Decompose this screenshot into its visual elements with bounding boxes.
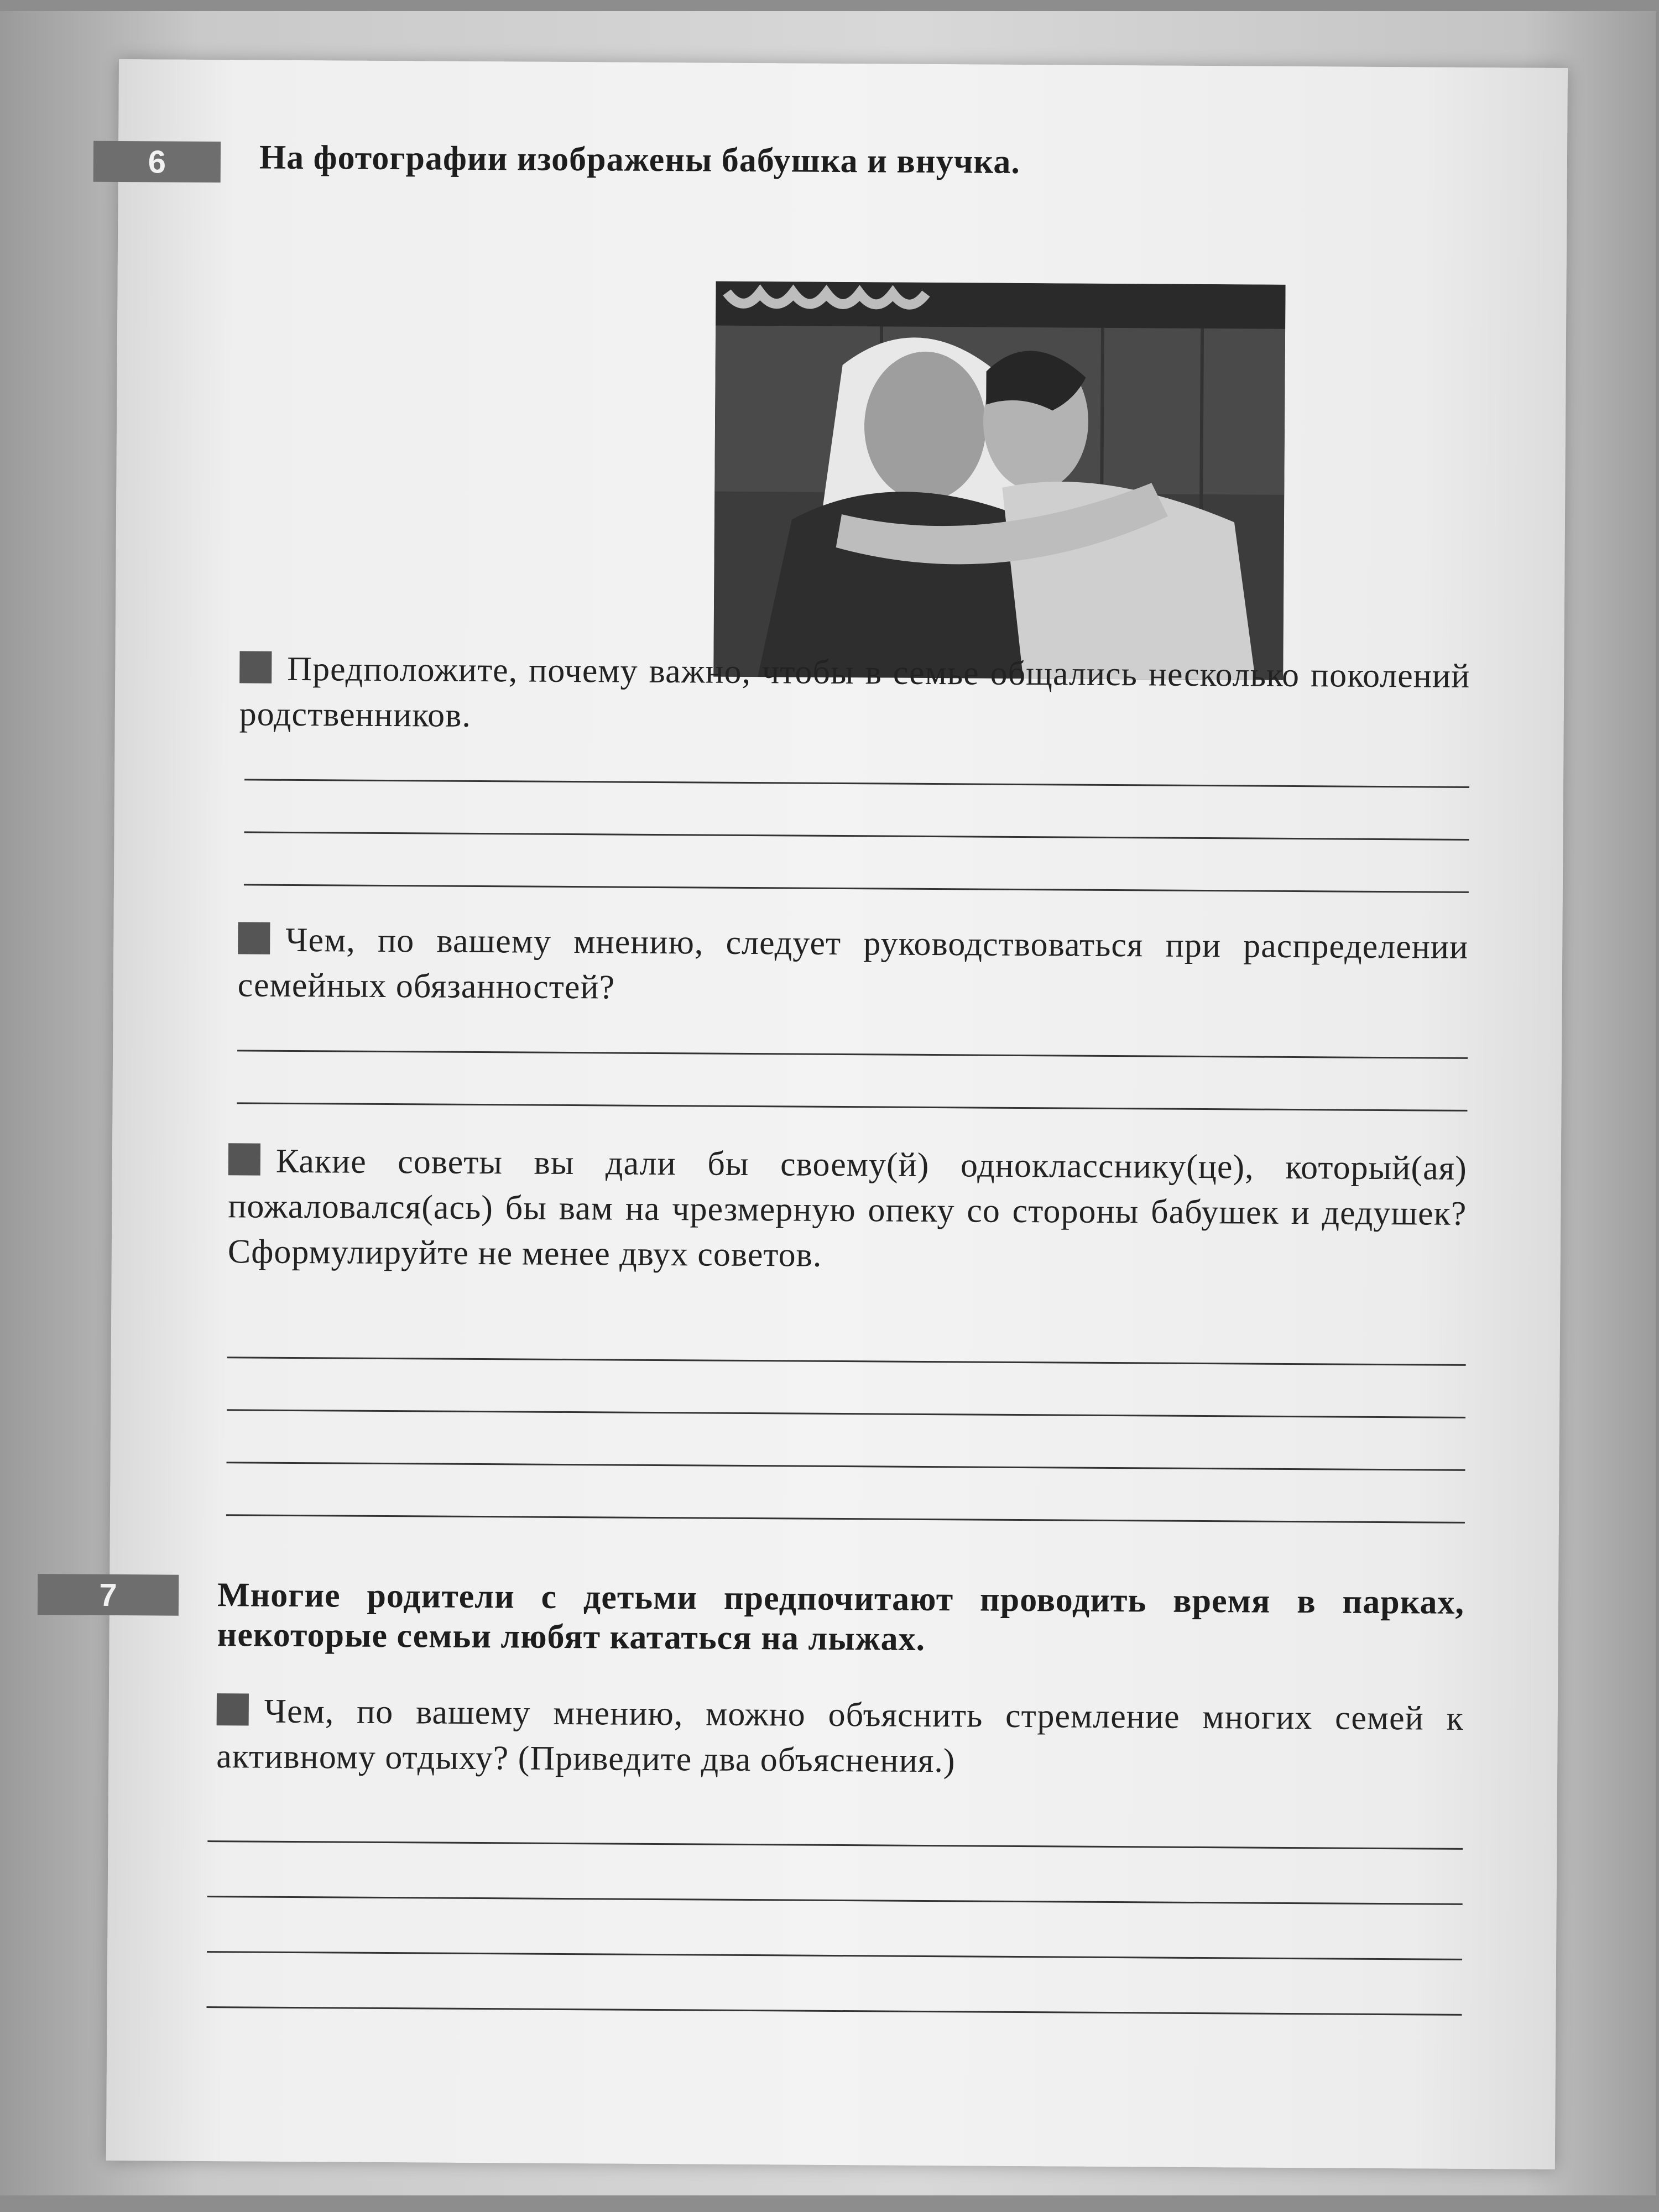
question-marker-icon <box>238 922 270 954</box>
answer-line[interactable] <box>226 1514 1465 1524</box>
answer-line[interactable] <box>207 1840 1463 1850</box>
answer-line[interactable] <box>207 1896 1463 1905</box>
task-number: 6 <box>148 143 166 180</box>
answer-line[interactable] <box>227 1409 1465 1418</box>
question-marker-icon <box>228 1143 260 1175</box>
answer-line[interactable] <box>244 779 1469 788</box>
question-2 <box>238 917 1469 1015</box>
question-text: Какие советы вы дали бы своему(й) однокласснику(це), который(ая) пожаловался(ась) бы вам на чрезмерную опеку со стороны бабушек и дедушек? Сформулируйте не менее двух советов. <box>227 1142 1468 1274</box>
answer-line[interactable] <box>227 1357 1466 1366</box>
answer-line[interactable] <box>227 1462 1465 1471</box>
task-number: 7 <box>99 1577 117 1613</box>
answer-line[interactable] <box>244 884 1469 893</box>
answer-line[interactable] <box>207 2006 1462 2016</box>
task-title: На фотографии изображены бабушка и внучка. <box>259 138 1021 181</box>
question-marker-icon <box>217 1693 249 1725</box>
question-1 <box>239 646 1470 744</box>
answer-line[interactable] <box>244 831 1469 841</box>
question-text: Предположите, почему важно, чтобы в семье общались несколько поколений родственников. <box>239 650 1470 734</box>
question-text: Чем, по вашему мнению, следует руководствоваться при распределении семейных обязанностей? <box>237 921 1469 1006</box>
photo-grandmother-granddaughter-icon <box>713 281 1285 680</box>
answer-line[interactable] <box>237 1050 1468 1059</box>
answer-line[interactable] <box>237 1102 1467 1112</box>
question-3 <box>228 1138 1467 1282</box>
question-marker-icon <box>239 651 272 683</box>
question-text: Чем, по вашему мнению, можно объяснить стремление многих семей к активному отдыху? (Приведите два объяснения.) <box>216 1692 1464 1780</box>
question-4 <box>216 1688 1464 1787</box>
answer-line[interactable] <box>207 1951 1462 1960</box>
task-number-badge <box>93 141 221 182</box>
task-title: Многие родители с детьми предпочитают проводить время в парках, некоторые семьи любят кататься на лыжах. <box>217 1576 1465 1658</box>
worksheet-page <box>99 59 1568 2169</box>
task-number-badge <box>38 1574 179 1616</box>
